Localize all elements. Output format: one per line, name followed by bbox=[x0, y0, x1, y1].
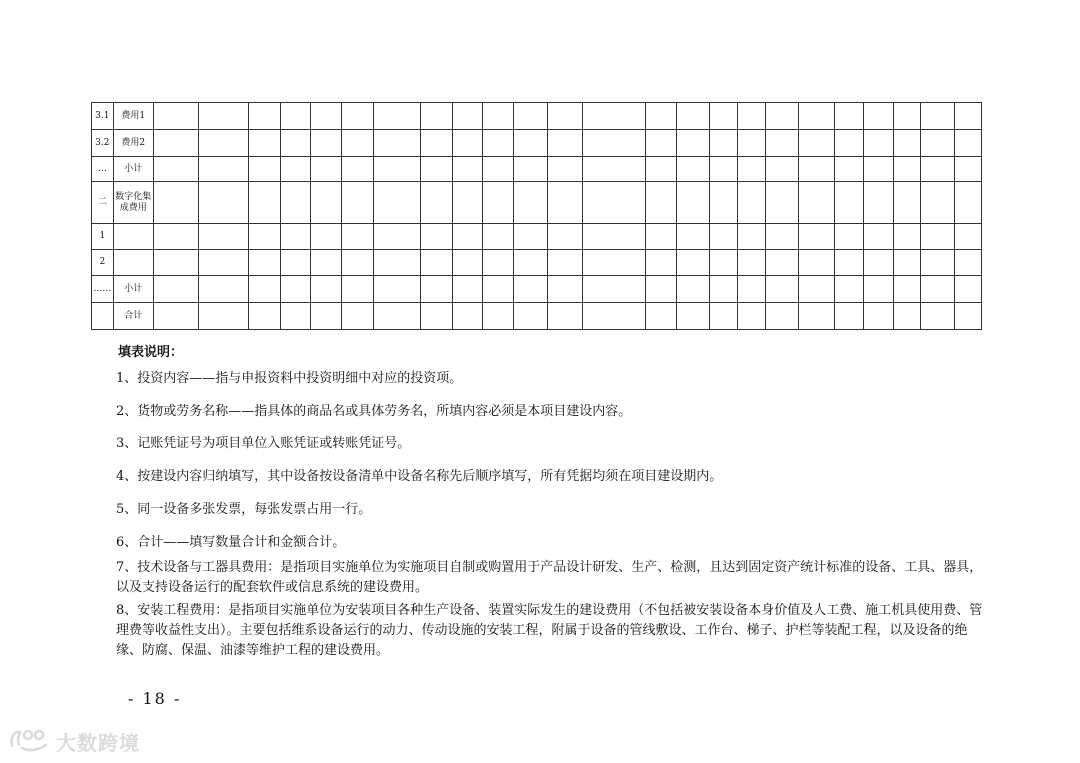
empty-cell bbox=[893, 157, 920, 182]
empty-cell bbox=[373, 276, 421, 303]
row-seq-cell: 1 bbox=[92, 224, 114, 250]
table-row bbox=[92, 182, 982, 224]
empty-cell bbox=[513, 250, 548, 276]
row-name-cell: 费用1 bbox=[113, 103, 153, 130]
empty-cell bbox=[921, 130, 955, 157]
row-name-cell: 小计 bbox=[113, 157, 153, 182]
empty-cell bbox=[153, 103, 199, 130]
empty-cell bbox=[452, 303, 482, 330]
empty-cell bbox=[153, 130, 199, 157]
empty-cell bbox=[863, 224, 893, 250]
empty-cell bbox=[835, 130, 863, 157]
row-seq-cell: 3.2 bbox=[92, 130, 114, 157]
note-2: 2、货物或劳务名称——指具体的商品名或具体劳务名，所填内容必须是本项目建设内容。 bbox=[116, 404, 632, 419]
empty-cell bbox=[199, 103, 249, 130]
empty-cell bbox=[199, 182, 249, 224]
empty-cell bbox=[483, 157, 513, 182]
empty-cell bbox=[153, 303, 199, 330]
empty-cell bbox=[766, 250, 799, 276]
empty-cell bbox=[798, 303, 835, 330]
empty-cell bbox=[452, 182, 482, 224]
empty-cell bbox=[737, 250, 765, 276]
notes-title: 填表说明： bbox=[118, 345, 184, 360]
empty-cell bbox=[737, 130, 765, 157]
empty-cell bbox=[548, 157, 583, 182]
table-row bbox=[92, 276, 982, 303]
empty-cell bbox=[483, 182, 513, 224]
empty-cell bbox=[954, 276, 981, 303]
empty-cell bbox=[421, 130, 452, 157]
empty-cell bbox=[280, 250, 310, 276]
empty-cell bbox=[513, 130, 548, 157]
empty-cell bbox=[280, 224, 310, 250]
empty-cell bbox=[483, 130, 513, 157]
note-1: 1、投资内容——指与申报资料中投资明细中对应的投资项。 bbox=[116, 371, 463, 386]
empty-cell bbox=[310, 303, 341, 330]
table-row bbox=[92, 303, 982, 330]
empty-cell bbox=[709, 303, 737, 330]
empty-cell bbox=[645, 303, 676, 330]
table-row bbox=[92, 224, 982, 250]
empty-cell bbox=[954, 103, 981, 130]
empty-cell bbox=[249, 103, 280, 130]
empty-cell bbox=[249, 303, 280, 330]
note-5: 5、同一设备多张发票，每张发票占用一行。 bbox=[116, 502, 372, 517]
empty-cell bbox=[921, 224, 955, 250]
row-seq-cell: 二 bbox=[92, 182, 114, 224]
empty-cell bbox=[798, 157, 835, 182]
empty-cell bbox=[766, 224, 799, 250]
empty-cell bbox=[921, 276, 955, 303]
empty-cell bbox=[483, 303, 513, 330]
empty-cell bbox=[249, 157, 280, 182]
empty-cell bbox=[645, 224, 676, 250]
empty-cell bbox=[582, 157, 645, 182]
empty-cell bbox=[153, 182, 199, 224]
empty-cell bbox=[582, 130, 645, 157]
empty-cell bbox=[677, 303, 710, 330]
empty-cell bbox=[249, 182, 280, 224]
empty-cell bbox=[548, 250, 583, 276]
note-3: 3、记账凭证号为项目单位入账凭证或转账凭证号。 bbox=[116, 436, 411, 451]
row-name-cell bbox=[113, 224, 153, 250]
empty-cell bbox=[677, 250, 710, 276]
empty-cell bbox=[421, 182, 452, 224]
empty-cell bbox=[766, 103, 799, 130]
empty-cell bbox=[677, 276, 710, 303]
empty-cell bbox=[737, 303, 765, 330]
table-row bbox=[92, 130, 982, 157]
empty-cell bbox=[766, 303, 799, 330]
empty-cell bbox=[452, 250, 482, 276]
empty-cell bbox=[863, 157, 893, 182]
empty-cell bbox=[677, 103, 710, 130]
empty-cell bbox=[766, 157, 799, 182]
empty-cell bbox=[645, 157, 676, 182]
empty-cell bbox=[249, 276, 280, 303]
empty-cell bbox=[199, 276, 249, 303]
empty-cell bbox=[677, 130, 710, 157]
table-row bbox=[92, 157, 982, 182]
row-seq-cell: 3.1 bbox=[92, 103, 114, 130]
empty-cell bbox=[342, 224, 373, 250]
empty-cell bbox=[645, 130, 676, 157]
empty-cell bbox=[954, 224, 981, 250]
empty-cell bbox=[342, 157, 373, 182]
empty-cell bbox=[513, 276, 548, 303]
empty-cell bbox=[199, 224, 249, 250]
empty-cell bbox=[373, 224, 421, 250]
empty-cell bbox=[421, 250, 452, 276]
empty-cell bbox=[421, 224, 452, 250]
empty-cell bbox=[280, 103, 310, 130]
empty-cell bbox=[373, 182, 421, 224]
empty-cell bbox=[342, 276, 373, 303]
empty-cell bbox=[835, 250, 863, 276]
empty-cell bbox=[421, 276, 452, 303]
empty-cell bbox=[373, 157, 421, 182]
empty-cell bbox=[737, 103, 765, 130]
row-seq-cell: …… bbox=[92, 276, 114, 303]
empty-cell bbox=[548, 303, 583, 330]
empty-cell bbox=[863, 103, 893, 130]
empty-cell bbox=[835, 103, 863, 130]
empty-cell bbox=[954, 157, 981, 182]
empty-cell bbox=[310, 182, 341, 224]
empty-cell bbox=[863, 303, 893, 330]
empty-cell bbox=[921, 250, 955, 276]
empty-cell bbox=[342, 103, 373, 130]
empty-cell bbox=[582, 182, 645, 224]
row-name-cell: 小计 bbox=[113, 276, 153, 303]
empty-cell bbox=[709, 224, 737, 250]
empty-cell bbox=[373, 130, 421, 157]
empty-cell bbox=[893, 224, 920, 250]
empty-cell bbox=[709, 103, 737, 130]
empty-cell bbox=[310, 250, 341, 276]
empty-cell bbox=[153, 250, 199, 276]
empty-cell bbox=[893, 130, 920, 157]
empty-cell bbox=[798, 276, 835, 303]
empty-cell bbox=[582, 103, 645, 130]
note-7: 7、技术设备与工器具费用：是指项目实施单位为实施项目自制或购置用于产品设计研发、生产、检测，且达到固定资产统计标准的设备、工具、器具，以及支持设备运行的配套软件或信息系统的建设费用。 bbox=[116, 560, 983, 595]
watermark-text: 大数跨境 bbox=[56, 730, 140, 755]
empty-cell bbox=[421, 303, 452, 330]
row-name-cell bbox=[113, 250, 153, 276]
empty-cell bbox=[954, 250, 981, 276]
empty-cell bbox=[153, 224, 199, 250]
empty-cell bbox=[921, 182, 955, 224]
empty-cell bbox=[835, 182, 863, 224]
empty-cell bbox=[835, 224, 863, 250]
empty-cell bbox=[582, 276, 645, 303]
empty-cell bbox=[280, 182, 310, 224]
empty-cell bbox=[798, 103, 835, 130]
empty-cell bbox=[483, 103, 513, 130]
empty-cell bbox=[893, 182, 920, 224]
empty-cell bbox=[835, 157, 863, 182]
empty-cell bbox=[582, 303, 645, 330]
empty-cell bbox=[548, 224, 583, 250]
table-row bbox=[92, 103, 982, 130]
empty-cell bbox=[737, 276, 765, 303]
empty-cell bbox=[766, 182, 799, 224]
empty-cell bbox=[199, 157, 249, 182]
empty-cell bbox=[766, 276, 799, 303]
empty-cell bbox=[342, 182, 373, 224]
empty-cell bbox=[863, 276, 893, 303]
empty-cell bbox=[582, 250, 645, 276]
empty-cell bbox=[798, 182, 835, 224]
note-4: 4、按建设内容归纳填写，其中设备按设备清单中设备名称先后顺序填写，所有凭据均须在项目建设期内。 bbox=[116, 469, 723, 484]
row-seq-cell bbox=[92, 303, 114, 330]
empty-cell bbox=[863, 182, 893, 224]
empty-cell bbox=[548, 103, 583, 130]
empty-cell bbox=[483, 276, 513, 303]
empty-cell bbox=[421, 103, 452, 130]
empty-cell bbox=[548, 130, 583, 157]
empty-cell bbox=[709, 250, 737, 276]
empty-cell bbox=[645, 276, 676, 303]
brand-logo-icon bbox=[8, 726, 52, 756]
empty-cell bbox=[737, 182, 765, 224]
empty-cell bbox=[452, 103, 482, 130]
empty-cell bbox=[310, 224, 341, 250]
row-name-cell: 数字化集成费用 bbox=[113, 182, 153, 224]
note-8: 8、安装工程费用：是指项目实施单位为安装项目各种生产设备、装置实际发生的建设费用（不包括被安装设备本身价值及人工费、施工机具使用费、管理费等收益性支出）。主要包括维系设备运行的动力、传动设施的安装工程，附属于设备的管线敷设、工作台、梯子、护栏等装配工程，以及设备的绝缘、防腐、保温、油漆等维护工程的建设费用。 bbox=[116, 603, 983, 658]
empty-cell bbox=[548, 276, 583, 303]
empty-cell bbox=[342, 130, 373, 157]
empty-cell bbox=[766, 130, 799, 157]
empty-cell bbox=[798, 224, 835, 250]
empty-cell bbox=[280, 303, 310, 330]
empty-cell bbox=[954, 303, 981, 330]
empty-cell bbox=[893, 303, 920, 330]
empty-cell bbox=[798, 130, 835, 157]
empty-cell bbox=[893, 250, 920, 276]
empty-cell bbox=[199, 130, 249, 157]
empty-cell bbox=[199, 303, 249, 330]
empty-cell bbox=[249, 130, 280, 157]
row-name-cell: 合计 bbox=[113, 303, 153, 330]
empty-cell bbox=[835, 303, 863, 330]
empty-cell bbox=[582, 224, 645, 250]
empty-cell bbox=[310, 276, 341, 303]
empty-cell bbox=[513, 224, 548, 250]
empty-cell bbox=[280, 276, 310, 303]
empty-cell bbox=[373, 103, 421, 130]
empty-cell bbox=[677, 157, 710, 182]
empty-cell bbox=[709, 130, 737, 157]
empty-cell bbox=[452, 276, 482, 303]
empty-cell bbox=[645, 103, 676, 130]
empty-cell bbox=[893, 276, 920, 303]
empty-cell bbox=[342, 303, 373, 330]
empty-cell bbox=[835, 276, 863, 303]
empty-cell bbox=[513, 182, 548, 224]
empty-cell bbox=[483, 224, 513, 250]
expense-table bbox=[91, 102, 982, 330]
empty-cell bbox=[709, 182, 737, 224]
empty-cell bbox=[709, 276, 737, 303]
empty-cell bbox=[153, 157, 199, 182]
empty-cell bbox=[513, 157, 548, 182]
empty-cell bbox=[373, 250, 421, 276]
table-row bbox=[92, 250, 982, 276]
row-seq-cell: … bbox=[92, 157, 114, 182]
empty-cell bbox=[863, 250, 893, 276]
watermark bbox=[8, 726, 140, 756]
empty-cell bbox=[249, 224, 280, 250]
empty-cell bbox=[893, 103, 920, 130]
empty-cell bbox=[153, 276, 199, 303]
empty-cell bbox=[199, 250, 249, 276]
row-seq-cell: 2 bbox=[92, 250, 114, 276]
empty-cell bbox=[677, 224, 710, 250]
empty-cell bbox=[452, 157, 482, 182]
row-name-cell: 费用2 bbox=[113, 130, 153, 157]
page-number: - 18 - bbox=[128, 689, 182, 708]
note-6: 6、合计——填写数量合计和金额合计。 bbox=[116, 535, 346, 550]
empty-cell bbox=[709, 157, 737, 182]
empty-cell bbox=[249, 250, 280, 276]
empty-cell bbox=[421, 157, 452, 182]
empty-cell bbox=[645, 250, 676, 276]
empty-cell bbox=[280, 157, 310, 182]
empty-cell bbox=[310, 130, 341, 157]
empty-cell bbox=[677, 182, 710, 224]
empty-cell bbox=[373, 303, 421, 330]
empty-cell bbox=[921, 103, 955, 130]
empty-cell bbox=[737, 157, 765, 182]
empty-cell bbox=[310, 103, 341, 130]
empty-cell bbox=[645, 182, 676, 224]
empty-cell bbox=[921, 303, 955, 330]
empty-cell bbox=[921, 157, 955, 182]
empty-cell bbox=[280, 130, 310, 157]
empty-cell bbox=[483, 250, 513, 276]
empty-cell bbox=[548, 182, 583, 224]
empty-cell bbox=[513, 303, 548, 330]
empty-cell bbox=[342, 250, 373, 276]
empty-cell bbox=[954, 182, 981, 224]
empty-cell bbox=[452, 130, 482, 157]
empty-cell bbox=[452, 224, 482, 250]
empty-cell bbox=[863, 130, 893, 157]
empty-cell bbox=[798, 250, 835, 276]
empty-cell bbox=[310, 157, 341, 182]
empty-cell bbox=[954, 130, 981, 157]
empty-cell bbox=[513, 103, 548, 130]
empty-cell bbox=[737, 224, 765, 250]
